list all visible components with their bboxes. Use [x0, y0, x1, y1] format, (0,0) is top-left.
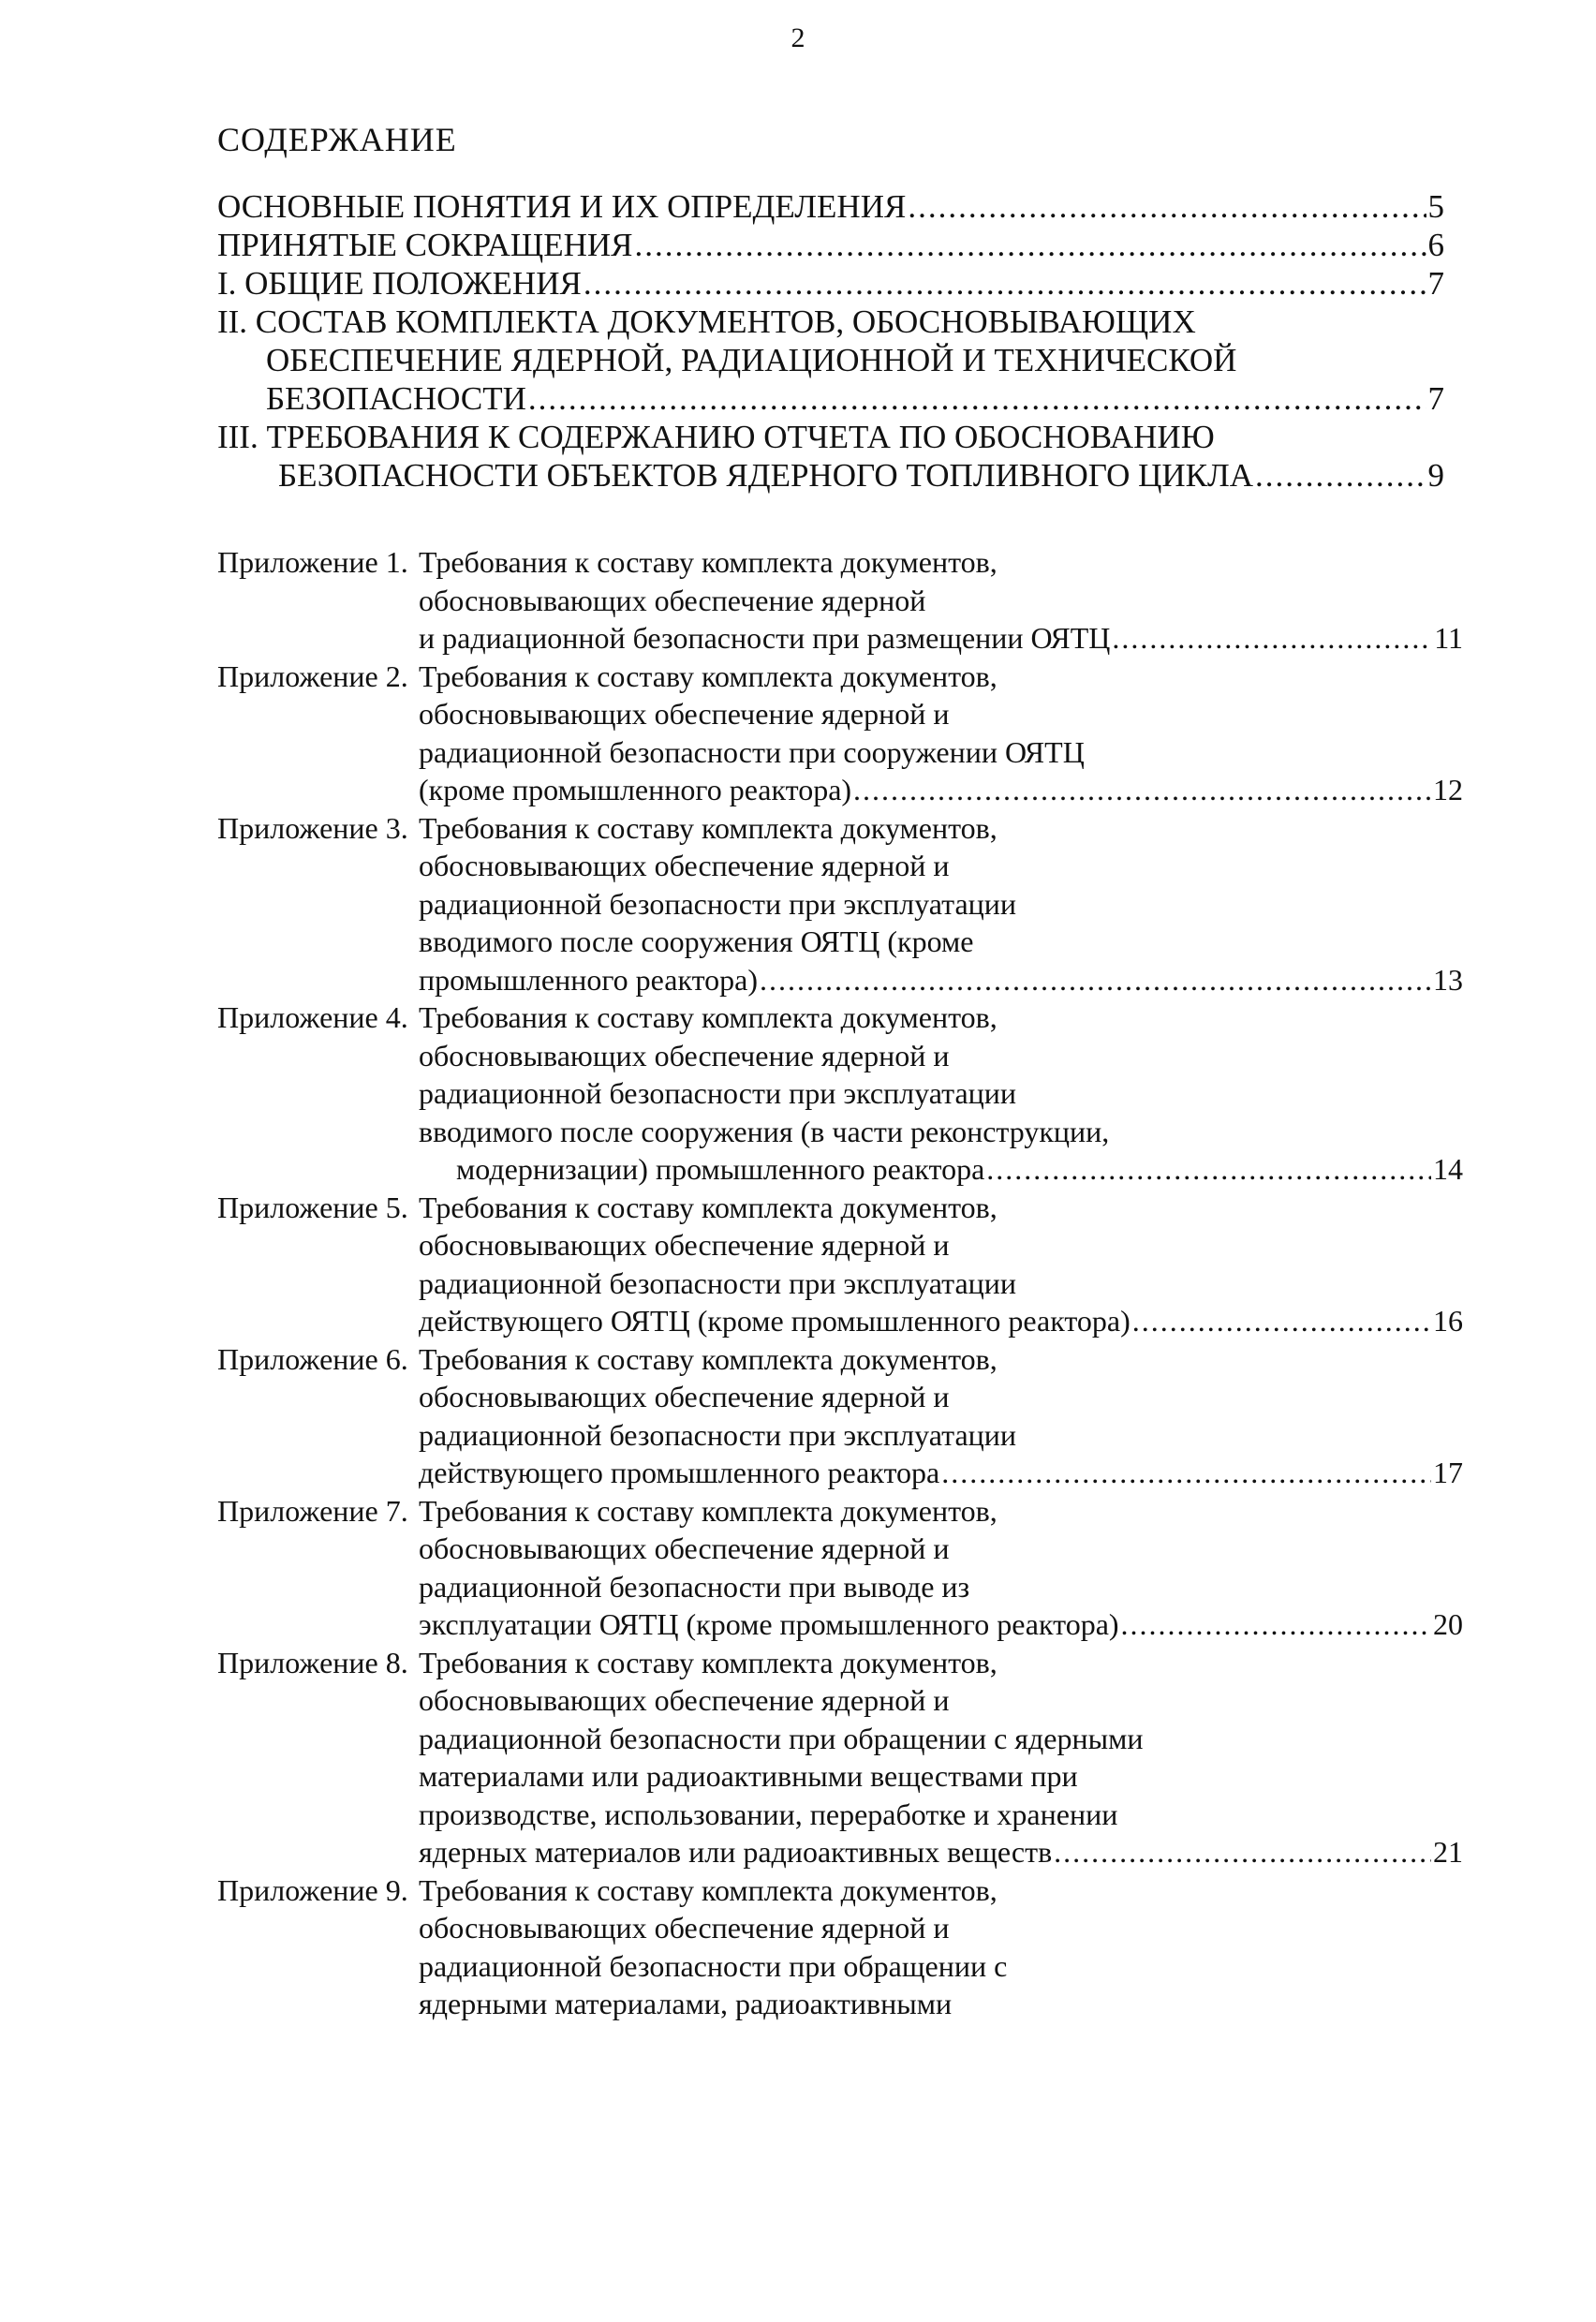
toc-entry-text: Требования к составу комплекта документов, — [419, 1872, 998, 1907]
toc-entry-line — [217, 1681, 1463, 1720]
toc-entry-line — [217, 418, 1444, 456]
toc-entry-line — [217, 619, 1463, 658]
appendix-prefix: Приложение 1. — [217, 545, 408, 579]
appendix-prefix: Приложение 6. — [217, 1341, 408, 1376]
toc-entry-line — [217, 1530, 1463, 1568]
toc-entry-text: вводимого после сооружения ОЯТЦ (кроме — [419, 924, 974, 958]
toc-entry-line — [217, 1226, 1463, 1265]
toc-entry-text: обосновывающих обеспечение ядерной и — [419, 1531, 950, 1565]
toc-entry-text: Требования к составу комплекта документов, — [419, 658, 998, 693]
page-number: 2 — [791, 22, 805, 53]
toc-entry-text: Требования к составу комплекта документов, — [419, 810, 998, 845]
toc-entry-text: БЕЗОПАСНОСТИ — [266, 380, 526, 417]
leader-dots — [760, 961, 1431, 999]
leader-dots — [1121, 1605, 1431, 1644]
toc-entry-line — [217, 1037, 1463, 1075]
toc-entry-text: обосновывающих обеспечение ядерной — [419, 583, 926, 617]
toc-entry-page: 7 — [1427, 265, 1444, 302]
toc-appendix-1[interactable] — [217, 543, 1463, 658]
toc-entry-text: эксплуатации ОЯТЦ (кроме промышленного реактора) — [419, 1607, 1119, 1641]
toc-entry-text: радиационной безопасности при обращении с — [419, 1948, 1008, 1983]
toc-entry-abbreviations[interactable] — [217, 226, 1444, 264]
leader-dots — [634, 226, 1426, 264]
toc-entry-line — [217, 1757, 1463, 1796]
leader-dots — [1255, 456, 1426, 495]
toc-entry-page: 7 — [1427, 380, 1444, 417]
toc-entry-line — [217, 1720, 1463, 1758]
leader-dots — [1054, 1833, 1431, 1871]
toc-entry-text: радиационной безопасности при выводе из — [419, 1569, 970, 1604]
toc-entry-text: обосновывающих обеспечение ядерной и — [419, 1038, 950, 1072]
toc-entry-line — [217, 1833, 1463, 1871]
toc-entry-general[interactable] — [217, 264, 1444, 303]
toc-entry-line — [217, 1454, 1463, 1492]
leader-dots — [853, 771, 1431, 809]
toc-entry-line — [217, 923, 1463, 961]
toc-entry-text: Требования к составу комплекта документов, — [419, 1000, 998, 1034]
toc-entry-line — [217, 341, 1444, 379]
toc-entry-text: Требования к составу комплекта документов, — [419, 545, 998, 579]
toc-entry-text: Требования к составу комплекта документов, — [419, 1341, 998, 1376]
toc-entry-text: радиационной безопасности при сооружении ОЯТЦ — [419, 734, 1085, 769]
toc-entry-text: обосновывающих обеспечение ядерной и — [419, 1911, 950, 1945]
toc-entry-text: промышленного реактора) — [419, 962, 758, 997]
toc-entry-line — [217, 885, 1463, 924]
toc-entry-line — [217, 658, 1463, 696]
appendix-prefix: Приложение 3. — [217, 810, 408, 845]
toc-entry-text: обосновывающих обеспечение ядерной и — [419, 1228, 950, 1262]
toc-entry-line — [217, 695, 1463, 733]
toc-entry-text: обосновывающих обеспечение ядерной и — [419, 1380, 950, 1413]
toc-entry-page: 16 — [1433, 1304, 1463, 1338]
toc-entry-line — [217, 1416, 1463, 1455]
toc-entry-line — [217, 1150, 1463, 1189]
toc-entry-line — [217, 379, 1444, 418]
toc-entry-line — [217, 1492, 1463, 1531]
toc-entry-page: 13 — [1433, 962, 1463, 997]
toc-entry-line — [217, 456, 1444, 495]
toc-entry-line — [217, 809, 1463, 848]
toc-entry-line — [217, 1909, 1463, 1947]
toc-sections — [217, 187, 1444, 495]
toc-entry-text: Требования к составу комплекта документов, — [419, 1645, 998, 1679]
toc-entry-text: II. СОСТАВ КОМПЛЕКТА ДОКУМЕНТОВ, ОБОСНОВЫВАЮЩИХ — [217, 303, 1196, 340]
toc-entry-text: ОБЕСПЕЧЕНИЕ ЯДЕРНОЙ, РАДИАЦИОННОЙ И ТЕХНИЧЕСКОЙ — [266, 342, 1237, 378]
toc-appendices — [217, 543, 1463, 2023]
toc-entry-text: обосновывающих обеспечение ядерной и — [419, 697, 950, 731]
toc-entry-line — [217, 1644, 1463, 1682]
toc-appendix-5[interactable] — [217, 1189, 1463, 1340]
toc-entry-text: модернизации) промышленного реактора — [456, 1152, 985, 1186]
toc-entry-text: III. ТРЕБОВАНИЯ К СОДЕРЖАНИЮ ОТЧЕТА ПО ОБОСНОВАНИЮ — [217, 419, 1215, 455]
toc-entry-page: 6 — [1427, 227, 1444, 263]
toc-appendix-3[interactable] — [217, 809, 1463, 999]
toc-entry-line — [217, 1568, 1463, 1606]
toc-entry-definitions[interactable] — [217, 187, 1444, 226]
leader-dots — [528, 379, 1426, 418]
toc-entry-line — [217, 543, 1463, 582]
toc-appendix-6[interactable] — [217, 1340, 1463, 1492]
toc-entry-text: и радиационной безопасности при размещении ОЯТЦ — [419, 621, 1111, 655]
toc-entry-line — [217, 733, 1463, 772]
toc-entry-page: 12 — [1433, 773, 1463, 806]
toc-entry-text: действующего промышленного реактора — [419, 1456, 940, 1489]
toc-entry-line — [217, 961, 1463, 999]
toc-entry-text: радиационной безопасности при эксплуатации — [419, 1417, 1017, 1452]
toc-entry-text: действующего ОЯТЦ (кроме промышленного реактора) — [419, 1304, 1130, 1338]
toc-entry-line — [217, 847, 1463, 885]
toc-entry-line — [217, 1113, 1463, 1151]
toc-entry-text: I. ОБЩИЕ ПОЛОЖЕНИЯ — [217, 265, 582, 302]
toc-appendix-4[interactable] — [217, 998, 1463, 1189]
leader-dots — [1112, 619, 1432, 658]
toc-entry-text: ОСНОВНЫЕ ПОНЯТИЯ И ИХ ОПРЕДЕЛЕНИЯ — [217, 188, 907, 225]
toc-entry-page: 5 — [1427, 188, 1444, 225]
toc-entry-line — [217, 1947, 1463, 1986]
toc-entry-text: ПРИНЯТЫЕ СОКРАЩЕНИЯ — [217, 227, 633, 263]
leader-dots — [584, 264, 1426, 303]
leader-dots — [941, 1454, 1431, 1492]
toc-title: СОДЕРЖАНИЕ — [217, 121, 457, 158]
toc-entry-page: 14 — [1433, 1152, 1463, 1186]
toc-entry-line — [217, 1796, 1463, 1834]
toc-entry-page: 11 — [1434, 621, 1463, 655]
toc-entry-text: ядерными материалами, радиоактивными — [419, 1987, 953, 2020]
toc-entry-text: материалами или радиоактивными веществами при — [419, 1759, 1078, 1793]
toc-entry-text: ядерных материалов или радиоактивных веществ — [419, 1835, 1053, 1869]
toc-entry-text: радиационной безопасности при эксплуатации — [419, 886, 1017, 921]
toc-entry-page: 21 — [1433, 1835, 1463, 1869]
toc-entry-text: Требования к составу комплекта документов, — [419, 1493, 998, 1528]
toc-entry-line — [217, 1074, 1463, 1113]
appendix-prefix: Приложение 4. — [217, 1000, 408, 1034]
toc-appendix-2[interactable] — [217, 658, 1463, 809]
toc-appendix-7[interactable] — [217, 1492, 1463, 1644]
toc-entry-page: 20 — [1433, 1607, 1463, 1641]
toc-entry-line — [217, 1265, 1463, 1303]
toc-entry-text: БЕЗОПАСНОСТИ ОБЪЕКТОВ ЯДЕРНОГО ТОПЛИВНОГО ЦИКЛА — [278, 457, 1254, 494]
toc-entry-line — [217, 1985, 1463, 2023]
toc-entry-line — [217, 1189, 1463, 1227]
leader-dots — [908, 187, 1426, 226]
toc-entry-line — [217, 1605, 1463, 1644]
toc-appendix-9[interactable] — [217, 1871, 1463, 2023]
toc-entry-line — [217, 303, 1444, 341]
toc-entry-text: (кроме промышленного реактора) — [419, 773, 852, 806]
leader-dots — [1132, 1302, 1431, 1340]
appendix-prefix: Приложение 9. — [217, 1872, 408, 1907]
toc-entry-text: радиационной безопасности при эксплуатации — [419, 1265, 1017, 1300]
toc-entry-line — [217, 998, 1463, 1037]
toc-entry-line — [217, 582, 1463, 620]
leader-dots — [986, 1150, 1431, 1189]
appendix-prefix: Приложение 2. — [217, 658, 408, 693]
appendix-prefix: Приложение 5. — [217, 1190, 408, 1224]
toc-entry-line — [217, 1302, 1463, 1340]
toc-entry-text: обосновывающих обеспечение ядерной и — [419, 849, 950, 882]
toc-entry-text: Требования к составу комплекта документов, — [419, 1190, 998, 1224]
toc-entry-text: вводимого после сооружения (в части реконструкции, — [419, 1114, 1110, 1148]
toc-entry-line — [217, 1378, 1463, 1416]
appendix-prefix: Приложение 7. — [217, 1493, 408, 1528]
toc-entry-line — [217, 1340, 1463, 1379]
toc-entry-text: радиационной безопасности при обращении с ядерными — [419, 1721, 1144, 1755]
toc-entry-page: 9 — [1427, 457, 1444, 494]
toc-entry-text: обосновывающих обеспечение ядерной и — [419, 1683, 950, 1717]
toc-entry-text: радиационной безопасности при эксплуатации — [419, 1076, 1017, 1110]
toc-entry-text: производстве, использовании, переработке и хранении — [419, 1797, 1118, 1831]
toc-entry-line — [217, 771, 1463, 809]
toc-entry-composition[interactable] — [217, 303, 1444, 418]
toc-entry-page: 17 — [1433, 1456, 1463, 1489]
appendix-prefix: Приложение 8. — [217, 1645, 408, 1679]
toc-entry-report-requirements[interactable] — [217, 418, 1444, 495]
toc-entry-line — [217, 1871, 1463, 1910]
toc-appendix-8[interactable] — [217, 1644, 1463, 1871]
